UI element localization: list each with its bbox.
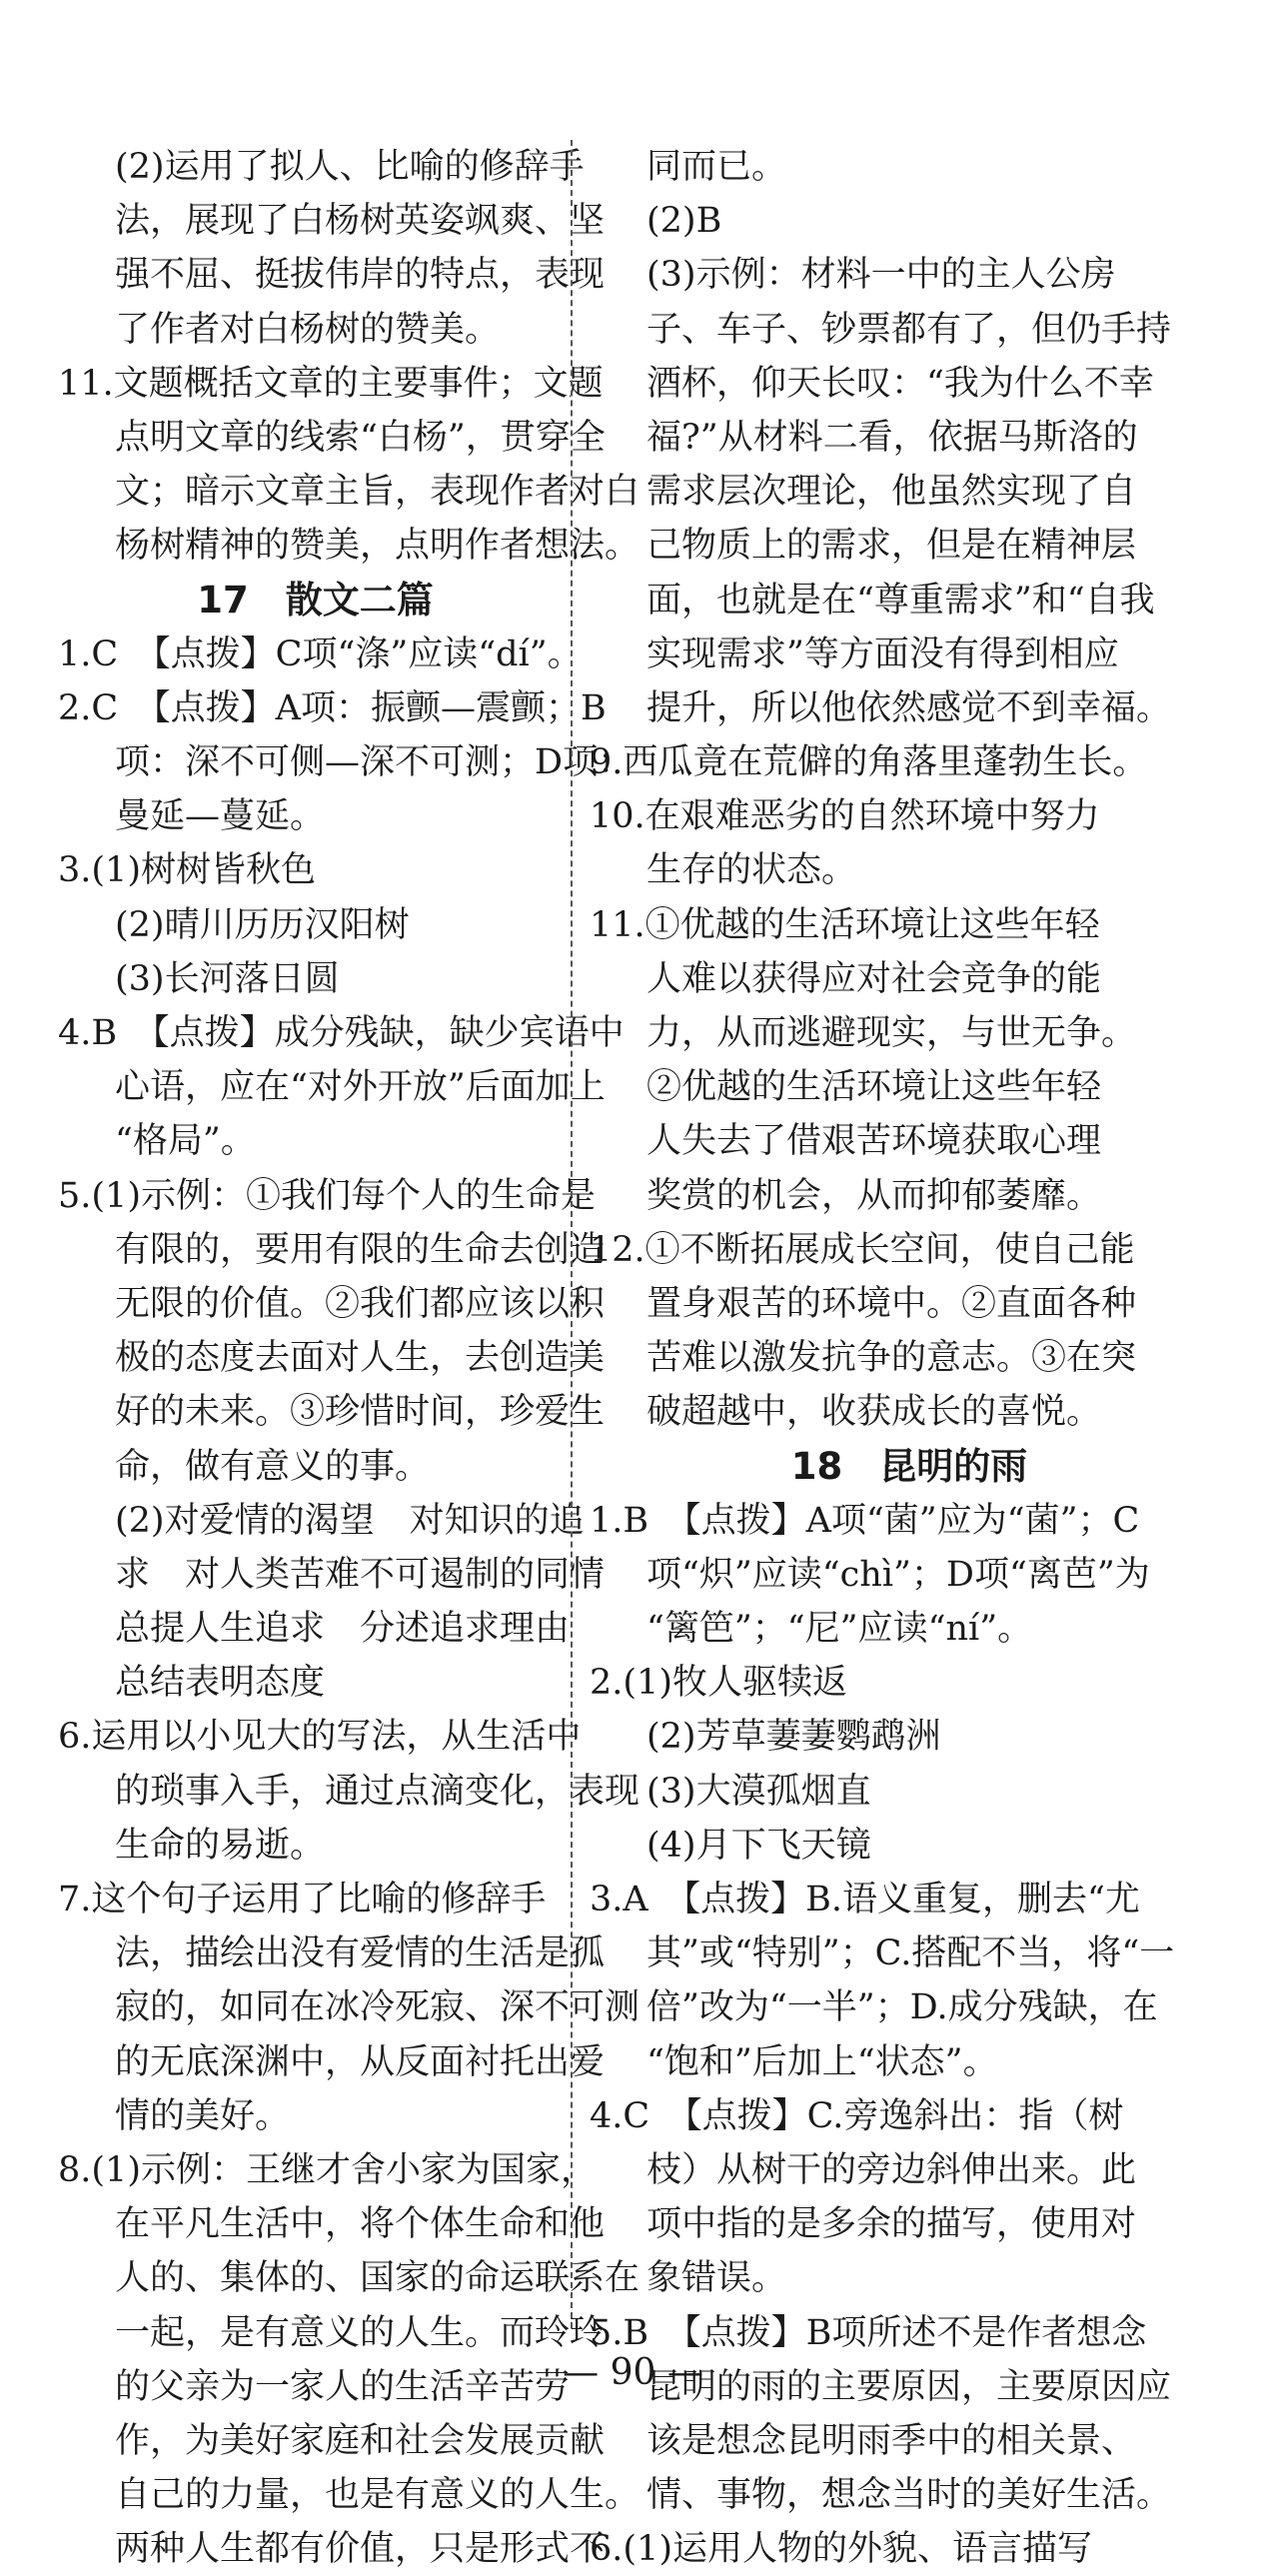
- text-line: (3)大漠孤烟直: [646, 1771, 871, 1812]
- text-line: 杨树精神的赞美，点明作者想法。: [115, 526, 640, 567]
- text-line: 7.这个句子运用了比喻的修辞手: [58, 1880, 547, 1920]
- text-line: 同而已。: [646, 147, 787, 187]
- text-line: 己物质上的需求，但是在精神层: [646, 526, 1137, 567]
- text-line: 9.西瓜竟在荒僻的角落里蓬勃生长。: [590, 742, 1148, 783]
- text-line: 总提人生追求 分述追求理由: [115, 1609, 571, 1650]
- text-line: 人失去了借艰苦环境获取心理: [646, 1121, 1102, 1162]
- text-line: 实现需求”等方面没有得到相应: [646, 634, 1119, 674]
- text-line: “格局”。: [115, 1121, 256, 1162]
- text-line: 3.A 【点拨】B.语义重复，删去“尤: [590, 1880, 1140, 1920]
- section-heading: 17 散文二篇: [197, 578, 434, 622]
- text-line: 8.(1)示例：王继才舍小家为国家，: [58, 2149, 596, 2190]
- text-line: (2)芳草萋萋鹦鹉洲: [646, 1717, 941, 1758]
- text-line: (3)示例：材料一中的主人公房: [646, 255, 1116, 296]
- text-line: 求 对人类苦难不可遏制的同情: [115, 1554, 606, 1595]
- text-line: 心语，应在“对外开放”后面加上: [115, 1067, 606, 1108]
- text-line: 昆明的雨的主要原因，主要原因应: [646, 2366, 1172, 2407]
- text-line: 2.C 【点拨】A项：振颤—震颤；B: [58, 687, 607, 728]
- text-line: 曼延—蔓延。: [115, 796, 326, 837]
- text-line: 无限的价值。②我们都应该以积: [115, 1283, 606, 1324]
- text-line: 自己的力量，也是有意义的人生。: [115, 2475, 640, 2516]
- text-line: 在平凡生活中，将个体生命和他: [115, 2204, 606, 2245]
- right-column: [590, 140, 1229, 2576]
- text-line: (2)B: [646, 201, 722, 242]
- text-line: 了作者对白杨树的赞美。: [115, 309, 501, 350]
- text-line: 提升，所以他依然感觉不到幸福。: [646, 687, 1172, 728]
- page-number: — 90 —: [563, 2352, 703, 2393]
- text-line: 作，为美好家庭和社会发展贡献: [115, 2420, 606, 2461]
- column-divider: [571, 140, 573, 2328]
- text-line: “篱笆”；“尼”应读“ní”。: [646, 1609, 1033, 1650]
- text-line: 极的态度去面对人生，去创造美: [115, 1338, 606, 1379]
- text-line: 11.文题概括文章的主要事件；文题: [58, 363, 604, 404]
- text-line: 12.①不断拓展成长空间，使自己能: [590, 1229, 1135, 1270]
- text-line: 文；暗示文章主旨，表现作者对白: [115, 472, 640, 513]
- text-line: 酒杯，仰天长叹：“我为什么不幸: [646, 363, 1154, 404]
- text-line: 6.(1)运用人物的外貌、语言描写: [590, 2529, 1092, 2570]
- text-line: 生存的状态。: [646, 850, 857, 891]
- text-line: ②优越的生活环境让这些年轻: [646, 1067, 1102, 1108]
- text-line: 两种人生都有价值，只是形式不: [115, 2529, 606, 2570]
- text-line: 情的美好。: [115, 2095, 291, 2136]
- text-line: 奖赏的机会，从而抑郁萎靡。: [646, 1175, 1102, 1216]
- text-line: 5.B 【点拨】B项所述不是作者想念: [590, 2312, 1147, 2353]
- text-line: 强不屈、挺拔伟岸的特点，表现: [115, 255, 606, 296]
- text-line: 命，做有意义的事。: [115, 1446, 431, 1487]
- text-line: 6.运用以小见大的写法，从生活中: [58, 1717, 582, 1758]
- text-line: 福?”从材料二看，依据马斯洛的: [646, 417, 1138, 458]
- text-line: 法，展现了白杨树英姿飒爽、坚: [115, 201, 606, 242]
- text-line: 好的未来。③珍惜时间，珍爱生: [115, 1392, 606, 1433]
- text-line: “饱和”后加上“状态”。: [646, 2041, 998, 2082]
- text-line: 11.①优越的生活环境让这些年轻: [590, 904, 1100, 945]
- section-heading: 18 昆明的雨: [790, 1444, 1028, 1488]
- text-line: 的父亲为一家人的生活辛苦劳: [115, 2366, 571, 2407]
- text-line: 1.C 【点拨】C项“涤”应读“dí”。: [58, 634, 583, 674]
- text-line: 面，也就是在“尊重需求”和“自我: [646, 580, 1155, 621]
- text-line: 4.C 【点拨】C.旁逸斜出：指（树: [590, 2095, 1124, 2136]
- text-line: 法，描绘出没有爱情的生活是孤: [115, 1933, 606, 1974]
- text-line: 寂的，如同在冰冷死寂、深不可测: [115, 1987, 640, 2028]
- text-line: 项“炽”应读“chì”；D项“离芭”为: [646, 1554, 1150, 1595]
- text-line: 该是想念昆明雨季中的相关景、: [646, 2420, 1137, 2461]
- text-line: 10.在艰难恶劣的自然环境中努力: [590, 796, 1100, 837]
- text-line: 项：深不可侧—深不可测；D项：: [115, 742, 633, 783]
- text-line: 3.(1)树树皆秋色: [58, 850, 316, 891]
- text-line: 生命的易逝。: [115, 1825, 326, 1866]
- text-line: (4)月下飞天镜: [646, 1825, 871, 1866]
- text-line: (2)对爱情的渴望 对知识的追: [115, 1500, 585, 1541]
- text-line: 项中指的是多余的描写，使用对: [646, 2204, 1137, 2245]
- text-line: 人的、集体的、国家的命运联系在: [115, 2258, 640, 2299]
- text-line: 2.(1)牧人驱犊返: [590, 1663, 847, 1704]
- text-line: 其”或“特别”；C.搭配不当，将“一: [646, 1933, 1175, 1974]
- text-line: 枝）从树干的旁边斜伸出来。此: [646, 2149, 1137, 2190]
- text-line: 象错误。: [646, 2258, 787, 2299]
- text-line: 的琐事入手，通过点滴变化，表现: [115, 1771, 640, 1812]
- text-line: (2)晴川历历汉阳树: [115, 904, 410, 945]
- text-line: 4.B 【点拨】成分残缺，缺少宾语中: [58, 1013, 625, 1053]
- text-line: 的无底深渊中，从反面衬托出爱: [115, 2041, 606, 2082]
- text-line: 人难以获得应对社会竞争的能: [646, 958, 1102, 999]
- text-line: 置身艰苦的环境中。②直面各种: [646, 1283, 1137, 1324]
- text-line: 情、事物，想念当时的美好生活。: [646, 2475, 1172, 2516]
- text-line: 子、车子、钞票都有了，但仍手持: [646, 309, 1172, 350]
- text-line: 破超越中，收获成长的喜悦。: [646, 1392, 1102, 1433]
- text-line: 5.(1)示例：①我们每个人的生命是: [58, 1175, 596, 1216]
- text-line: 一起，是有意义的人生。而玲玲: [115, 2312, 606, 2353]
- text-line: 需求层次理论，他虽然实现了自: [646, 472, 1137, 513]
- text-line: 1.B 【点拨】A项“菌”应为“菌”；C: [590, 1500, 1140, 1541]
- text-line: 力，从而逃避现实，与世无争。: [646, 1013, 1137, 1053]
- text-line: (3)长河落日圆: [115, 958, 340, 999]
- text-line: 苦难以激发抗争的意志。③在突: [646, 1338, 1137, 1379]
- text-line: 有限的，要用有限的生命去创造: [115, 1229, 606, 1270]
- text-line: (2)运用了拟人、比喻的修辞手: [115, 147, 585, 187]
- text-line: 总结表明态度: [115, 1663, 326, 1704]
- text-line: 倍”改为“一半”；D.成分残缺，在: [646, 1987, 1158, 2028]
- text-line: 点明文章的线索“白杨”，贯穿全: [115, 417, 606, 458]
